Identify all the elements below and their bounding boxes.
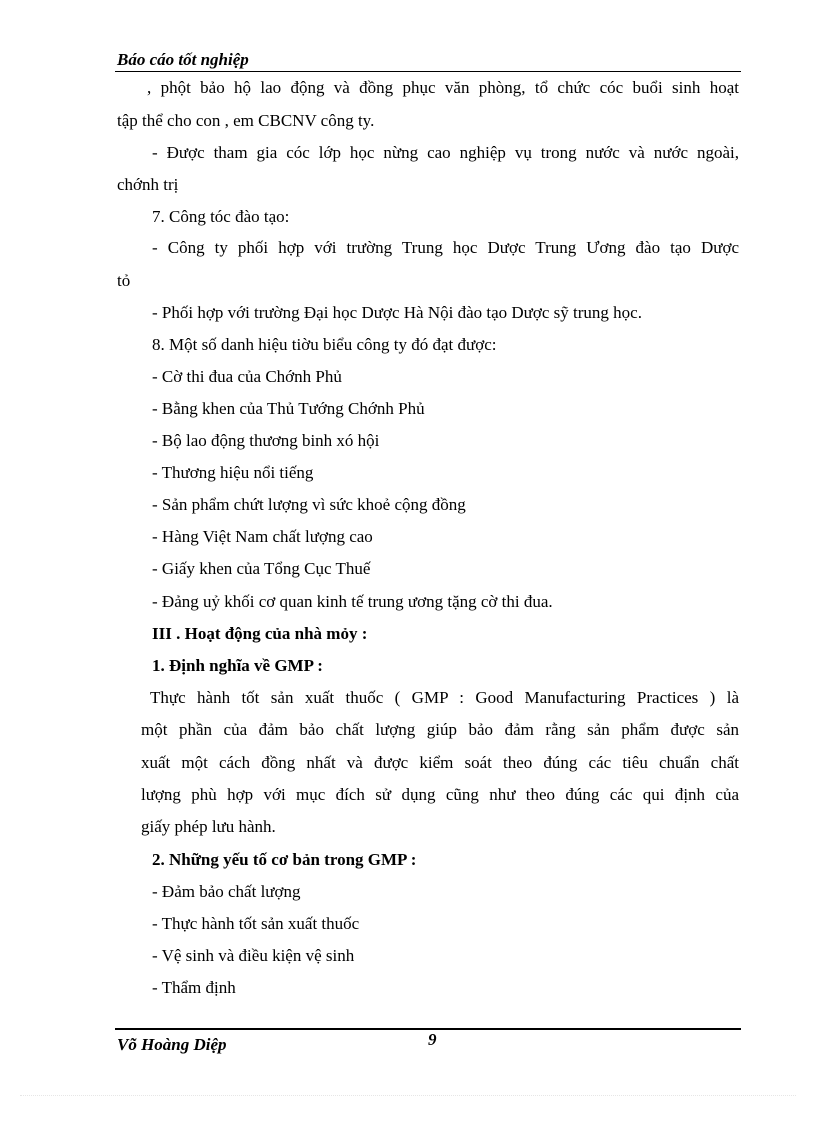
body-line: xuất một cách đồng nhất và được kiểm soát theo đúng các tiêu chuẩn chất bbox=[141, 753, 739, 772]
body-line: - Công ty phối hợp với trường Trung học Dược Trung Ương đào tạo Dược bbox=[152, 238, 739, 257]
body-line: lượng phù hợp với mục đích sử dụng cũng như theo đúng các qui định của bbox=[141, 785, 739, 804]
footer-author: Võ Hoàng Diệp bbox=[117, 1035, 227, 1054]
body-line: - Phối hợp với trường Đại học Dược Hà Nội đào tạo Dược sỹ trung học. bbox=[152, 303, 642, 322]
page-edge-divider bbox=[20, 1095, 796, 1096]
body-line: tỏ bbox=[117, 271, 131, 290]
subsection-heading: 1. Định nghĩa về GMP : bbox=[152, 656, 323, 675]
header-divider bbox=[115, 71, 741, 72]
list-item: - Thương hiệu nổi tiếng bbox=[152, 463, 314, 482]
list-item: - Thẩm định bbox=[152, 978, 236, 997]
body-line: chớnh trị bbox=[117, 175, 179, 194]
header-title: Báo cáo tốt nghiệp bbox=[117, 50, 249, 69]
list-item: - Đảng uỷ khối cơ quan kinh tế trung ương tặng cờ thi đua. bbox=[152, 592, 553, 611]
body-line: giấy phép lưu hành. bbox=[141, 817, 276, 836]
list-item: - Bằng khen của Thủ Tướng Chớnh Phủ bbox=[152, 399, 425, 418]
list-item: - Cờ thi đua của Chớnh Phủ bbox=[152, 367, 342, 386]
page-number: 9 bbox=[428, 1030, 437, 1049]
section-heading: 7. Công tóc đào tạo: bbox=[152, 207, 290, 226]
list-item: - Bộ lao động thương binh xó hội bbox=[152, 431, 380, 450]
list-item: - Sản phẩm chứt lượng vì sức khoẻ cộng đồng bbox=[152, 495, 466, 514]
subsection-heading: 2. Những yếu tố cơ bản trong GMP : bbox=[152, 850, 417, 869]
body-line: tập thể cho con , em CBCNV công ty. bbox=[117, 111, 375, 130]
body-line: Thực hành tốt sản xuất thuốc ( GMP : Good Manufacturing Practices ) là bbox=[150, 688, 739, 707]
list-item: - Đảm bảo chất lượng bbox=[152, 882, 301, 901]
section-heading: 8. Một số danh hiệu tiờu biểu công ty đó đạt được: bbox=[152, 335, 497, 354]
list-item: - Vệ sinh và điều kiện vệ sinh bbox=[152, 946, 355, 965]
body-line: , phột bảo hộ lao động và đồng phục văn phòng, tổ chức cóc buổi sinh hoạt bbox=[147, 78, 739, 97]
list-item: - Thực hành tốt sản xuất thuốc bbox=[152, 914, 360, 933]
body-line: - Được tham gia cóc lớp học nừng cao nghiệp vụ trong nước và nước ngoài, bbox=[152, 143, 739, 162]
body-line: một phần của đảm bảo chất lượng giúp bảo đảm rằng sản phẩm được sản bbox=[141, 720, 739, 739]
list-item: - Hàng Việt Nam chất lượng cao bbox=[152, 527, 373, 546]
list-item: - Giấy khen của Tổng Cục Thuế bbox=[152, 559, 371, 578]
section-heading: III . Hoạt động của nhà mỏy : bbox=[152, 624, 368, 643]
